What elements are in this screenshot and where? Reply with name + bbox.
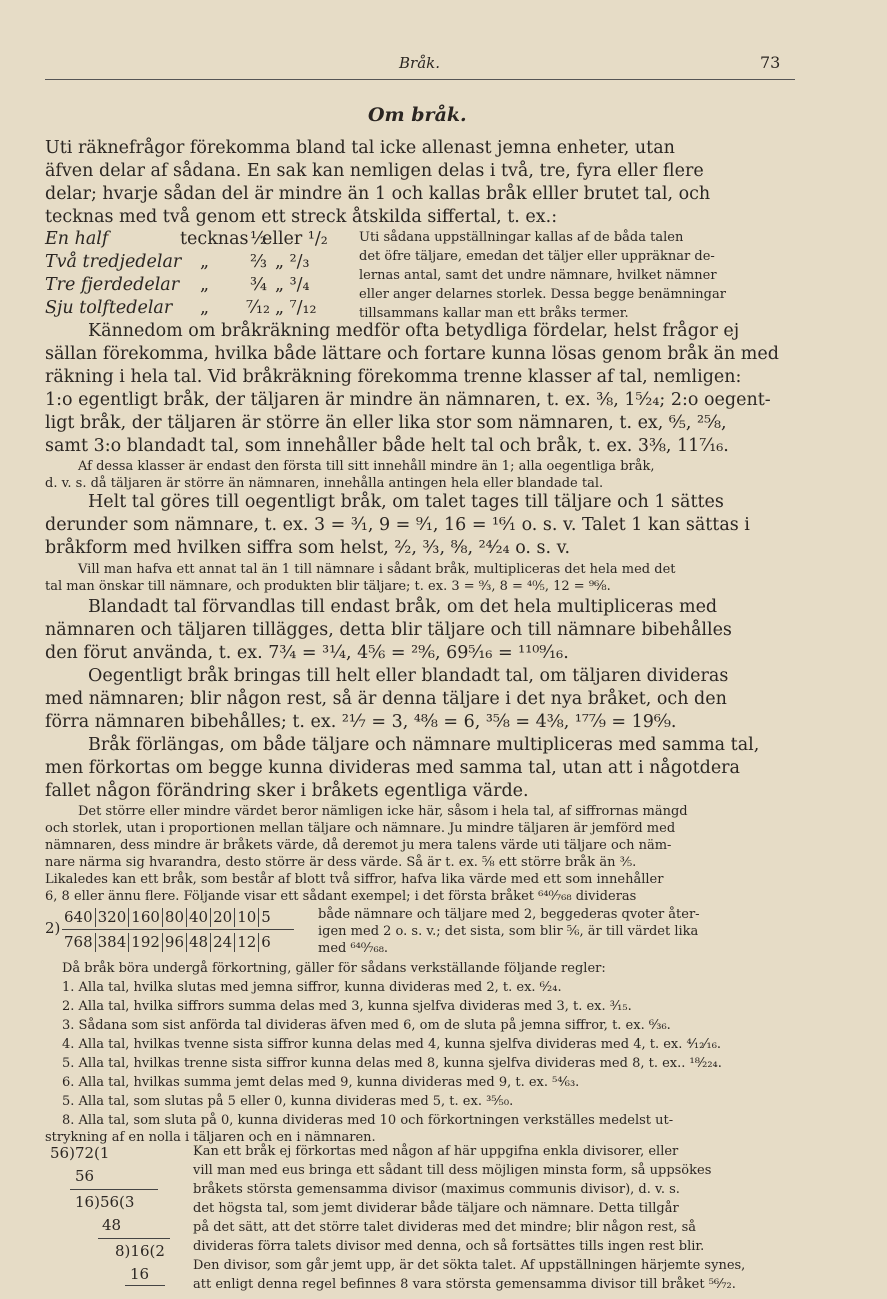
division-denominators bbox=[62, 933, 273, 952]
gcd-text-line: det högsta tal, som jemt dividerar både täljare och nämnare. Detta tillgår bbox=[193, 1201, 679, 1216]
gcd-step: 56)72(1 bbox=[50, 1144, 110, 1162]
section-title: Om bråk. bbox=[368, 104, 467, 126]
rules-intro: Då bråk böra undergå förkortning, gäller för sådans verkställande följande regler: bbox=[62, 961, 606, 976]
gcd-step: 8)16(2 bbox=[115, 1242, 165, 1260]
denominator-cell: 768 bbox=[62, 933, 96, 952]
example-fraction: ⅔ bbox=[250, 252, 267, 272]
numerator-cell: 40 bbox=[187, 908, 211, 927]
rule-item: 2. Alla tal, hvilka siffrors summa delas med 3, kunna sjelfva divideras med 3, t. ex. ³⁄₁₅. bbox=[62, 999, 632, 1014]
body-line: men förkortas om begge kunna divideras med samma tal, utan att i någotdera bbox=[45, 758, 740, 778]
division-text-line: med ⁶⁴⁰⁄₇₆₈. bbox=[318, 941, 389, 956]
note-line: Af dessa klasser är endast den första till sitt innehåll mindre än 1; alla oegentliga bråk, bbox=[78, 459, 655, 474]
example-verb: tecknas bbox=[180, 229, 249, 249]
side-note-line: det öfre täljare, emedan det täljer eller uppräknar de- bbox=[359, 249, 715, 264]
division-text-line: både nämnare och täljare med 2, beggederas qvoter åter- bbox=[318, 907, 700, 922]
gcd-text-line: vill man med eus bringa ett sådant till dess möjligen minsta form, så uppsökes bbox=[193, 1163, 712, 1178]
note-line: Det större eller mindre värdet beror nämligen icke här, såsom i hela tal, af siffrornas mängd bbox=[78, 804, 688, 819]
denominator-cell: 48 bbox=[187, 933, 211, 952]
example-verb: „ bbox=[200, 298, 210, 318]
page-number: 73 bbox=[760, 53, 781, 72]
gcd-rule bbox=[125, 1285, 165, 1286]
side-note-line: tillsammans kallar man ett bråks termer. bbox=[359, 306, 629, 321]
note-line: Vill man hafva ett annat tal än 1 till nämnare i sådant bråk, multipliceras det hela med det bbox=[78, 562, 676, 577]
numerator-cell: 320 bbox=[96, 908, 130, 927]
rule-item: 5. Alla tal, som slutas på 5 eller 0, kunna divideras med 5, t. ex. ³⁵⁄₅₀. bbox=[62, 1094, 514, 1109]
numerator-cell: 80 bbox=[163, 908, 187, 927]
body-line: Kännedom om bråkräkning medför ofta betydliga fördelar, helst frågor ej bbox=[88, 321, 740, 341]
note-line: 6, 8 eller ännu flere. Följande visar ett sådant exempel; i det första bråket ⁶⁴⁰⁄₇₆₈ divideras bbox=[45, 889, 637, 904]
note-line: nämnaren, dess mindre är bråkets värde, då deremot ju mera talens värde uti täljare och näm- bbox=[45, 838, 672, 853]
example-alt: „ ⁷/₁₂ bbox=[275, 298, 317, 318]
example-name: Tre fjerdedelar bbox=[45, 275, 180, 295]
note-line: Likaledes kan ett bråk, som består af blott två siffror, hafva lika värde med ett som innehåller bbox=[45, 872, 664, 887]
intro-line: delar; hvarje sådan del är mindre än 1 och kallas bråk elller brutet tal, och bbox=[45, 184, 711, 204]
gcd-step: 56 bbox=[75, 1167, 95, 1185]
division-text-line: igen med 2 o. s. v.; det sista, som blir ⅚, är till värdet lika bbox=[318, 924, 699, 939]
note-line: nare närma sig hvarandra, desto större är dess värde. Så är t. ex. ⅝ ett större bråk än ⅗. bbox=[45, 855, 637, 870]
intro-line: äfven delar af sådana. En sak kan nemligen delas i två, tre, fyra eller flere bbox=[45, 161, 704, 181]
example-alt: „ ²/₃ bbox=[275, 252, 310, 272]
body-line: Helt tal göres till oegentligt bråk, om talet tages till täljare och 1 sättes bbox=[88, 492, 724, 512]
numerator-cell: 640 bbox=[62, 908, 96, 927]
gcd-step: 16)56(3 bbox=[75, 1193, 135, 1211]
example-verb: „ bbox=[200, 252, 210, 272]
body-line: fallet någon förändring sker i bråkets egentliga värde. bbox=[45, 781, 529, 801]
rule-item: 1. Alla tal, hvilka slutas med jemna siffror, kunna divideras med 2, t. ex. ⁶⁄₂₄. bbox=[62, 980, 562, 995]
gcd-step: 48 bbox=[102, 1216, 122, 1234]
example-alt: eller ¹/₂ bbox=[262, 229, 328, 249]
gcd-rule bbox=[98, 1238, 170, 1239]
division-rule bbox=[62, 929, 294, 930]
note-line: tal man önskar till nämnare, och produkten blir täljare; t. ex. 3 = ⁹⁄₃, 8 = ⁴⁰⁄₅, 12 = ⁹⁶⁄₈. bbox=[45, 579, 611, 594]
example-alt: „ ³/₄ bbox=[275, 275, 310, 295]
rule-item: 8. Alla tal, som sluta på 0, kunna divideras med 10 och förkortningen verkställes medelst ut- bbox=[62, 1113, 674, 1128]
body-line: Bråk förlängas, om både täljare och nämnare multipliceras med samma tal, bbox=[88, 735, 760, 755]
body-line: 1:o egentligt bråk, der täljaren är mindre än nämnaren, t. ex. ⅜, 1⁵⁄₂₄; 2:o oegent- bbox=[45, 390, 771, 410]
denominator-cell: 12 bbox=[235, 933, 259, 952]
rule-item: 4. Alla tal, hvilkas tvenne sista siffror kunna delas med 4, kunna sjelfva divideras med 4, t. ex. ⁴⁄₁₂⁄₁₆. bbox=[62, 1037, 722, 1052]
running-title: Bråk. bbox=[399, 54, 440, 72]
numerator-cell: 10 bbox=[235, 908, 259, 927]
body-line: ligt bråk, der täljaren är större än eller lika stor som nämnaren, t. ex, ⁶⁄₅, ²⁵⁄₈, bbox=[45, 413, 727, 433]
denominator-cell: 6 bbox=[261, 933, 271, 951]
rule-item: 3. Sådana som sist anförda tal divideras äfven med 6, om de sluta på jemna siffror, t. ex. ⁶⁄₃₆. bbox=[62, 1018, 671, 1033]
numerator-cell: 160 bbox=[129, 908, 163, 927]
example-name: Sju tolftedelar bbox=[45, 298, 173, 318]
body-line: derunder som nämnare, t. ex. 3 = ³⁄₁, 9 = ⁹⁄₁, 16 = ¹⁶⁄₁ o. s. v. Talet 1 kan sättas i bbox=[45, 515, 750, 535]
denominator-cell: 384 bbox=[96, 933, 130, 952]
body-line: Oegentligt bråk bringas till helt eller blandadt tal, om täljaren divideras bbox=[88, 666, 729, 686]
gcd-text-line: Den divisor, som går jemt upp, är det sökta talet. Af uppställningen härjemte synes, bbox=[193, 1258, 746, 1273]
example-verb: „ bbox=[200, 275, 210, 295]
rule-item: 6. Alla tal, hvilkas summa jemt delas med 9, kunna divideras med 9, t. ex. ⁵⁴⁄₆₃. bbox=[62, 1075, 580, 1090]
body-line: sällan förekomma, hvilka både lättare och fortare kunna lösas genom bråk än med bbox=[45, 344, 779, 364]
example-fraction: ¾ bbox=[250, 275, 267, 295]
side-note-line: Uti sådana uppställningar kallas af de båda talen bbox=[359, 230, 684, 245]
denominator-cell: 24 bbox=[211, 933, 235, 952]
numerator-cell: 20 bbox=[211, 908, 235, 927]
gcd-rule bbox=[70, 1189, 158, 1190]
gcd-text-line: att enligt denna regel befinnes 8 vara största gemensamma divisor till bråket ⁵⁶⁄₇₂. bbox=[193, 1277, 736, 1292]
side-note-line: lernas antal, samt det undre nämnare, hvilket nämner bbox=[359, 268, 717, 283]
side-note-line: eller anger delarnes storlek. Dessa begge benämningar bbox=[359, 287, 726, 302]
gcd-text-line: Kan ett bråk ej förkortas med någon af här uppgifna enkla divisorer, eller bbox=[193, 1144, 679, 1159]
division-divisor: 2) bbox=[45, 919, 61, 937]
header-rule bbox=[45, 79, 795, 80]
denominator-cell: 192 bbox=[129, 933, 163, 952]
note-line: d. v. s. då täljaren är större än nämnaren, innehålla antingen hela eller blandade tal. bbox=[45, 476, 604, 491]
body-line: nämnaren och täljaren tillägges, detta blir täljare och till nämnare bibehålles bbox=[45, 620, 732, 640]
gcd-text-line: bråkets största gemensamma divisor (maximus communis divisor), d. v. s. bbox=[193, 1182, 680, 1197]
rule-item: 5. Alla tal, hvilkas trenne sista siffror kunna delas med 8, kunna sjelfva divideras med 8, t. ex.. ¹⁸⁄₂₂₄. bbox=[62, 1056, 722, 1071]
example-name: Två tredjedelar bbox=[45, 252, 182, 272]
gcd-step: 16 bbox=[130, 1265, 150, 1283]
gcd-text-line: divideras förra talets divisor med denna, och så fortsättes tills ingen rest blir. bbox=[193, 1239, 705, 1254]
note-line: och storlek, utan i proportionen mellan täljare och nämnare. Ju mindre täljaren är jemförd med bbox=[45, 821, 676, 836]
body-line: med nämnaren; blir någon rest, så är denna täljare i det nya bråket, och den bbox=[45, 689, 727, 709]
body-line: samt 3:o blandadt tal, som innehåller både helt tal och bråk, t. ex. 3⅜, 11⁷⁄₁₆. bbox=[45, 436, 729, 456]
intro-line: tecknas med två genom ett streck åtskilda siffertal, t. ex.: bbox=[45, 207, 558, 227]
gcd-text-line: på det sätt, att det större talet divideras med det mindre; blir någon rest, så bbox=[193, 1220, 697, 1235]
example-name: En half bbox=[45, 229, 109, 249]
body-line: räkning i hela tal. Vid bråkräkning förekomma trenne klasser af tal, nemligen: bbox=[45, 367, 742, 387]
body-line: Blandadt tal förvandlas till endast bråk, om det hela multipliceras med bbox=[88, 597, 718, 617]
division-numerators bbox=[62, 908, 273, 927]
body-line: den förut använda, t. ex. 7¾ = ³¹⁄₄, 4⅚ = ²⁹⁄₆, 69⁵⁄₁₆ = ¹¹⁰⁹⁄₁₆. bbox=[45, 643, 569, 663]
example-fraction: ⁷⁄₁₂ bbox=[246, 298, 270, 318]
body-line: bråkform med hvilken siffra som helst, ²⁄₂, ³⁄₃, ⁸⁄₈, ²⁴⁄₂₄ o. s. v. bbox=[45, 538, 571, 558]
example-fraction: ½ bbox=[250, 229, 267, 249]
rule-item: strykning af en nolla i täljaren och en i nämnaren. bbox=[45, 1130, 376, 1145]
intro-line: Uti räknefrågor förekomma bland tal icke allenast jemna enheter, utan bbox=[45, 138, 675, 158]
denominator-cell: 96 bbox=[163, 933, 187, 952]
numerator-cell: 5 bbox=[261, 908, 271, 926]
body-line: förra nämnaren bibehålles; t. ex. ²¹⁄₇ = 3, ⁴⁸⁄₈ = 6, ³⁵⁄₈ = 4⅜, ¹⁷⁷⁄₉ = 19⁶⁄₉. bbox=[45, 712, 677, 732]
